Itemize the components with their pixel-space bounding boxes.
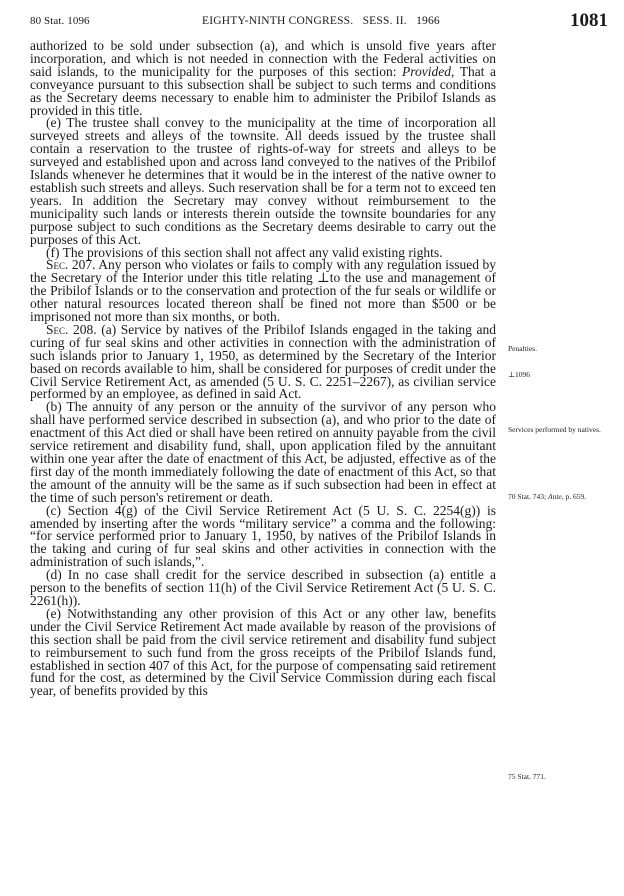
margin-note-stat-743: 70 Stat. 743; Ante, p. 659. (508, 492, 587, 501)
margin-note-penalties: Penalties. (508, 344, 537, 353)
paragraph-f-rights: (f) The provisions of this section shall not affect any valid existing rights. (46, 244, 443, 260)
paragraph-continuation: authorized to be sold under subsection (a), and which is unsold five years after incorporation, and which is not needed in connection with the Federal activities on said islands, to the municipality for the purposes of this section: Provided, That a conveyance pursuant to this subsection shall be subject to such terms and conditions as the Secretary deems necessary to enable him to administer the Pribilof Islands as provided in this title. (30, 38, 496, 118)
margin-note-stat-771: 75 Stat. 771. (508, 772, 546, 781)
section-label: Sec. (46, 257, 69, 273)
proviso-word: Provided (402, 63, 451, 79)
section-208-e: (e) Notwithstanding any other provision of this Act or any other law, benefits under the Civil Service Retirement Act made available by reason of the provisions of this section shall be paid from the civil service retirement and disability fund subject to reimbursement to such fund from the gross receipts of the Pribilof Islands fund, established in section 407 of this Act, for the purpose of compensating said retirement fund for the cost, as determined by the Civil Service Commission during each fiscal year, of benefits provided by this (30, 605, 496, 699)
paragraph-e-streets: (e) The trustee shall convey to the municipality at the time of incorporation all surveyed streets and alleys of the townsite. All deeds issued by the trustee shall contain a reservation to the trustee of rights-of-way for streets and alleys to be surveyed and established upon and across land conveyed to the natives of the Pribilof Islands whenever he determines that it would be in the interest of the native owner to establish such streets and alleys. Such reservation shall be for a term not to exceed ten years. In addition the Secretary may convey without reimbursement to the municipality such lands or interests therein outside the townsite boundaries for any purpose subject to such conditions as the Secretary deems desirable to carry out the purposes of this Act. (30, 115, 496, 247)
section-208-d: (d) In no case shall credit for the service described in subsection (a) entitle a person to the benefits of section 11(h) of the Civil Service Retirement Act (5 U. S. C. 2261(h)). (30, 567, 496, 608)
congress-session-title: EIGHTY-NINTH CONGRESS. SESS. II. 1966 (202, 15, 440, 27)
section-208-b: (b) The annuity of any person or the annuity of the survivor of any person who shall have performed service described in subsection (a), and who prior to the date of enactment of this Act died or shall have been retired on annuity payable from the civil service retirement and disability fund, shall, upon application filed by the annuitant within one year after the date of enactment of this Act, be adjusted, effective as of the first day of the month immediately following the date of enactment of this Act, so that the amount of the annuity will be the same as if such subsection had been in effect at the time of such person's retirement or death. (30, 399, 496, 505)
section-207: Sec. 207. Any person who violates or fails to comply with any regulation issued by the Secretary of the Interior under this title relating ⊥to the use and management of the Pribilof Islands or to the conservation and protection of the fur seals or wildlife or other natural resources located thereon shall be fined not more than $500 or be imprisoned not more than six months, or both. (30, 257, 496, 325)
page-number: 1081 (570, 10, 608, 31)
statute-body (30, 40, 496, 698)
section-208-c: (c) Section 4(g) of the Civil Service Retirement Act (5 U. S. C. 2254(g)) is amended by inserting after the words “military service” a comma and the following: “for service performed prior to January 1, 1950, by natives of the Pribilof Islands in the taking and curing of fur seal skins and other activities in connection with the administration of such islands,”. (30, 502, 496, 570)
margin-note-page-mark: ⊥1096 (508, 370, 531, 379)
margin-note-services: Services performed by natives. (508, 425, 601, 434)
section-208-a: Sec. 208. (a) Service by natives of the Pribilof Islands engaged in the taking and curing of fur seal skins and other activities in connection with the administration of such islands prior to January 1, 1950, as determined by the Secretary of the Interior based on records available to him, shall be considered for purposes of credit under the Civil Service Retirement Act, as amended (5 U. S. C. 2251–2267), as civilian service performed by an employee, as defined in said Act. (30, 321, 496, 402)
section-label: Sec. (46, 321, 69, 337)
statute-reference: 80 Stat. 1096 (30, 15, 90, 27)
